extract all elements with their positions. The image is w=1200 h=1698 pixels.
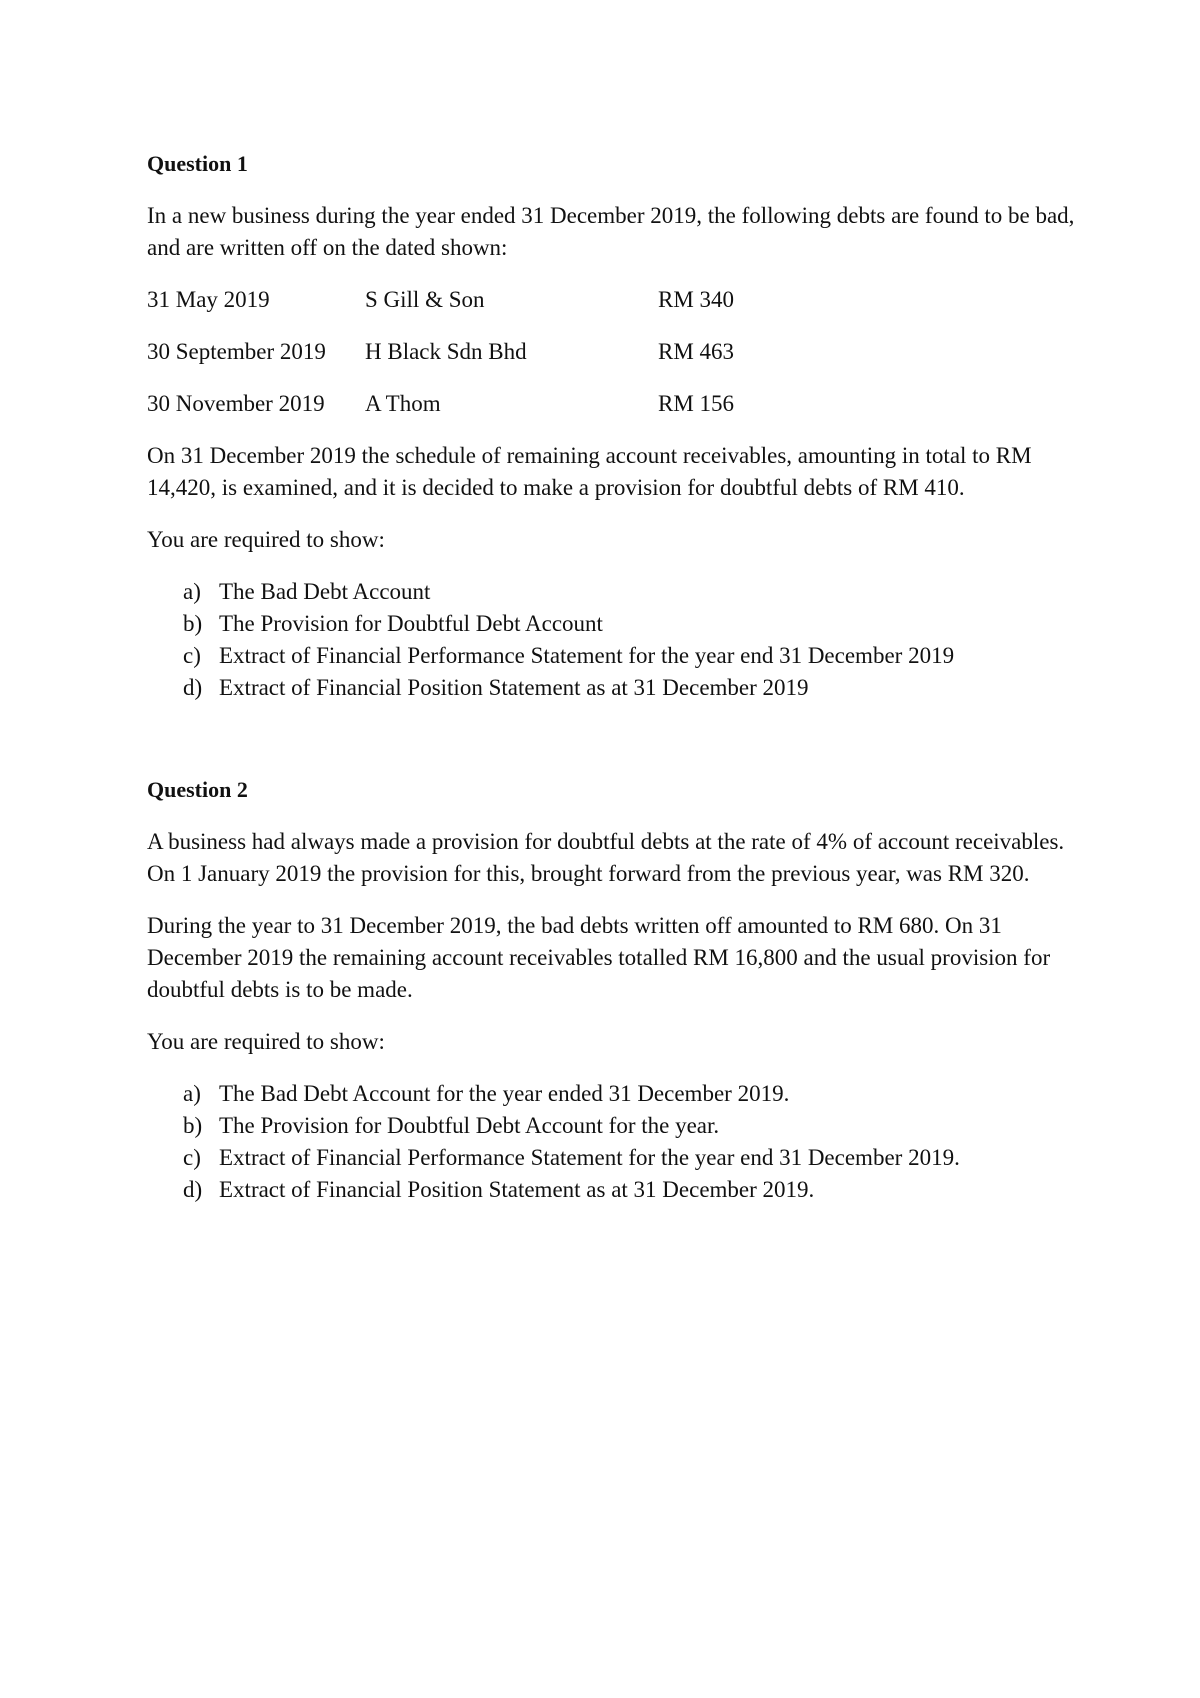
question-2-heading: Question 2 bbox=[147, 777, 248, 802]
document-content bbox=[147, 148, 1077, 1206]
list-item bbox=[147, 1142, 1077, 1174]
list-item bbox=[147, 1110, 1077, 1142]
list-marker: c) bbox=[183, 643, 201, 668]
list-item-text: The Provision for Doubtful Debt Account bbox=[219, 611, 603, 636]
list-item-text: The Bad Debt Account for the year ended 31 December 2019. bbox=[219, 1081, 790, 1106]
list-marker: b) bbox=[183, 611, 203, 636]
list-item-text: Extract of Financial Position Statement as at 31 December 2019 bbox=[219, 675, 809, 700]
list-item-text: Extract of Financial Position Statement as at 31 December 2019. bbox=[219, 1177, 815, 1202]
debt-amount: RM 156 bbox=[658, 391, 735, 416]
debt-row bbox=[147, 388, 1077, 420]
debt-name: A Thom bbox=[365, 391, 441, 416]
question-1-required: You are required to show: bbox=[147, 527, 385, 552]
list-item-text: The Provision for Doubtful Debt Account for the year. bbox=[219, 1113, 720, 1138]
list-item-text: Extract of Financial Performance Statement for the year end 31 December 2019. bbox=[219, 1145, 960, 1170]
debt-date: 31 May 2019 bbox=[147, 287, 270, 312]
debt-row bbox=[147, 284, 1077, 316]
question-2-paragraph-1: A business had always made a provision for doubtful debts at the rate of 4% of account receivables. On 1 January 2019 the provision for this, brought forward from the previous year, was RM 320. bbox=[147, 829, 1065, 886]
list-item bbox=[147, 576, 1077, 608]
list-marker: a) bbox=[183, 579, 201, 604]
question-2-required: You are required to show: bbox=[147, 1029, 385, 1054]
list-marker: b) bbox=[183, 1113, 203, 1138]
list-item-text: The Bad Debt Account bbox=[219, 579, 431, 604]
debt-date: 30 September 2019 bbox=[147, 339, 326, 364]
question-1-paragraph-2: On 31 December 2019 the schedule of remaining account receivables, amounting in total to RM 14,420, is examined, and it is decided to make a provision for doubtful debts of RM 410. bbox=[147, 443, 1032, 500]
debt-name: H Black Sdn Bhd bbox=[365, 339, 527, 364]
list-marker: a) bbox=[183, 1081, 201, 1106]
list-marker: d) bbox=[183, 675, 203, 700]
question-2-task-list bbox=[147, 1078, 1077, 1206]
question-2-paragraph-2: During the year to 31 December 2019, the bad debts written off amounted to RM 680. On 31 December 2019 the remaining account receivables totalled RM 16,800 and the usual provision for doubtful debts is to be made. bbox=[147, 913, 1051, 1002]
section-spacer bbox=[147, 704, 1077, 774]
list-item bbox=[147, 640, 1077, 672]
debt-amount: RM 340 bbox=[658, 287, 735, 312]
debt-name: S Gill & Son bbox=[365, 287, 485, 312]
list-item bbox=[147, 1174, 1077, 1206]
question-1-intro: In a new business during the year ended 31 December 2019, the following debts are found to be bad, and are written off on the dated shown: bbox=[147, 203, 1075, 260]
list-item bbox=[147, 1078, 1077, 1110]
debt-amount: RM 463 bbox=[658, 339, 735, 364]
list-item bbox=[147, 608, 1077, 640]
list-item bbox=[147, 672, 1077, 704]
question-1-heading: Question 1 bbox=[147, 151, 248, 176]
debt-date: 30 November 2019 bbox=[147, 391, 325, 416]
list-item-text: Extract of Financial Performance Statement for the year end 31 December 2019 bbox=[219, 643, 955, 668]
list-marker: d) bbox=[183, 1177, 203, 1202]
question-1-task-list bbox=[147, 576, 1077, 704]
list-marker: c) bbox=[183, 1145, 201, 1170]
debt-row bbox=[147, 336, 1077, 368]
